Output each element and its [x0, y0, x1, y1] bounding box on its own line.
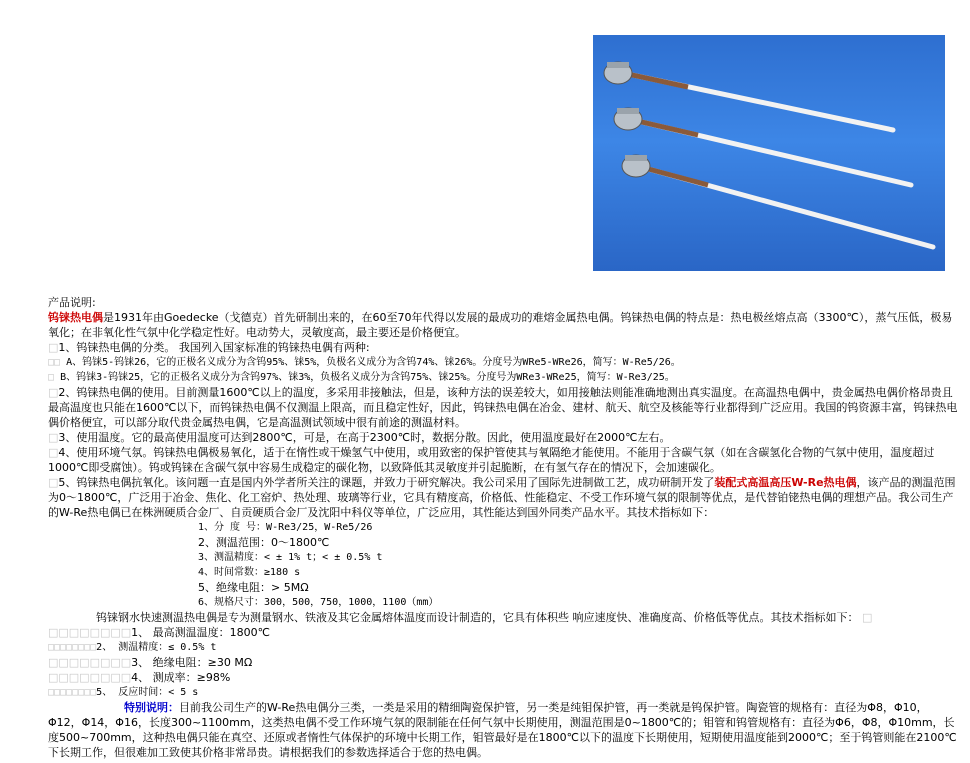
- spec-item: 3、测温精度：< ± 1% t；< ± 0.5% t: [198, 552, 383, 563]
- product-term: 钨铼热电偶: [48, 311, 103, 324]
- spec-item: 5、绝缘电阻：> 5MΩ: [198, 581, 309, 594]
- placeholder-glyph: □: [48, 476, 59, 489]
- steel-spec-item: □□□□□□□□3、 绝缘电阻：≥30 MΩ: [48, 656, 253, 669]
- placeholder-glyph: □: [48, 431, 59, 444]
- atmosphere-text: 4、使用环境气氛。钨铼热电偶极易氧化，适于在惰性或干燥氢气中使用，或用致密的保护管使其与氧隔绝才能使用。不能用于含碳气氛（如在含碳氢化合物的气氛中使用，温度超过1000℃即受腐蚀）。钨或钨铼在含碳气氛中容易生成稳定的碳化物，以致降低其灵敏度并引起脆断，在有氢气存在的情况下，会加速碳化。: [48, 446, 935, 474]
- oxidation-text-cont: ，该产品的测温范围为0～1800℃，广泛用于冶金、焦化、化工窑炉、热处理、玻璃等行业，它具有精度高，价格低、性能稳定、不受工作环境气氛的限制等优点，是代替铂铑热电偶的理想产品。我公司生产的W-Re热电偶已在株洲硬质合金厂、自贡硬质合金厂及沈阳中科仪等单位，广泛应用，其性能达到国外同类产品水平。其技术指标如下：: [48, 476, 956, 519]
- spec-item: 6、规格尺寸：300，500，750，1000，1100（mm）: [198, 597, 439, 608]
- intro-paragraph: [48, 310, 958, 340]
- type-b-text: B、钨铼3-钨铼25，它的正极名义成分为含钨97%、铼3%，负极名义成分为含钨75%、铼25%。分度号为WRe3-WRe25，简写：W-Re3/25。: [60, 372, 675, 383]
- steel-spec-item: □□□□□□□□2、 测温精度：≤ 0.5% t: [48, 642, 217, 653]
- steel-intro: [48, 610, 958, 625]
- placeholder-glyph: □: [48, 341, 59, 354]
- classification-text: 1、钨铼热电偶的分类。 我国列入国家标准的钨铼热电偶有两种:: [58, 341, 370, 354]
- usage-text: 2、钨铼热电偶的使用。目前测量1600℃以上的温度，多采用非接触法，但是，该种方法的误差较大，如用接触法则能准确地测出真实温度。在高温热电偶中，贵金属热电偶价格昂贵且最高温度也只能在1600℃以下，而钨铼热电偶不仅测温上限高，而且稳定性好，因此，钨铼热电偶在冶金、建材、航天、航空及核能等行业都得到广泛应用。我国的钨资源丰富，钨铼热电偶价格便宜，可以部分取代贵金属热电偶，它是高温测试领域中很有前途的测温材料。: [48, 386, 958, 429]
- thermocouple-photo: [593, 35, 945, 271]
- spec-list: [48, 520, 958, 610]
- spec-item: 1、分 度 号：W-Re3/25，W-Re5/26: [198, 522, 373, 533]
- steel-spec-item: □□□□□□□□1、 最高测温温度：1800℃: [48, 626, 270, 639]
- temperature-text: 3、使用温度。它的最高使用温度可达到2800℃，可是，在高于2300℃时，数据分散。因此，使用温度最好在2000℃左右。: [58, 431, 671, 444]
- atmosphere-paragraph: [48, 445, 958, 475]
- product-highlight: 装配式高温高压W-Re热电偶: [714, 476, 857, 489]
- steel-spec-item: □□□□□□□□4、 测成率：≥98%: [48, 671, 231, 684]
- section-heading: 产品说明:: [48, 296, 96, 309]
- placeholder-glyph: □: [862, 611, 873, 624]
- classification-heading: [48, 340, 958, 355]
- placeholder-glyph: □: [54, 357, 61, 368]
- placeholder-glyph: □: [48, 386, 59, 399]
- thermocouple-illustration: [593, 35, 945, 271]
- special-note: [48, 700, 958, 760]
- type-a-text: A、钨铼5-钨铼26，它的正极名义成分为含钨95%、铼5%，负极名义成分为含钨74%、铼26%。分度号为WRe5-WRe26，简写：W-Re5/26。: [66, 357, 681, 368]
- intro-text: 是1931年由Goedecke（戈德克）首先研制出来的，在60至70年代得以发展的最成功的难熔金属热电偶。钨铼热电偶的特点是：热电极丝熔点高（3300℃），蒸气压低，极易氧化；在非氧化性气氛中化学稳定性好。电动势大，灵敏度高，最主要还是价格便宜。: [48, 311, 953, 339]
- steel-intro-text: 钨铼钢水快速测温热电偶是专为测量钢水、铁液及其它金属熔体温度而设计制造的，它具有体积些 响应速度快、准确度高、价格低等优点。其技术指标如下：: [96, 611, 859, 624]
- note-label: 特别说明：: [124, 701, 179, 714]
- oxidation-text: 5、钨铼热电偶抗氧化。该问题一直是国内外学者所关注的课题，并致力于研究解决。我公司采用了国际先进制做工艺，成功研制开发了: [58, 476, 715, 489]
- product-description: [48, 295, 958, 760]
- placeholder-glyph: □: [48, 446, 59, 459]
- steel-spec-list: [48, 625, 958, 700]
- placeholder-glyph: □: [48, 372, 55, 383]
- type-a: [48, 355, 958, 370]
- thermocouple-probe-3: [622, 155, 933, 247]
- usage-paragraph: [48, 385, 958, 430]
- temperature-paragraph: [48, 430, 958, 445]
- thermocouple-probe-1: [604, 62, 893, 130]
- type-b: [48, 370, 958, 385]
- spec-item: 2、测温范围：0～1800℃: [198, 536, 330, 549]
- oxidation-paragraph: [48, 475, 958, 520]
- steel-spec-item: □□□□□□□□5、 反应时间：< 5 s: [48, 687, 199, 698]
- spec-item: 4、时间常数：≥180 s: [198, 567, 301, 578]
- note-text: 目前我公司生产的W-Re热电偶分三类，一类是采用的精细陶瓷保护管，另一类是纯钼保护管，再一类就是钨保护管。陶瓷管的规格有：直径为Φ8，Φ10，Φ12，Φ14，Φ16，长度300~1100mm，这类热电偶不受工作环境气氛的限制能在任何气氛中长期使用，测温范围是0~1800℃的；钼管和钨管规格有：直径为Φ6，Φ8，Φ10mm，长度500~700mm，这种热电偶只能在真空、还原或者惰性气体保护的环境中长期工作，钼管最好是在1800℃以下的温度下长期使用，短期使用温度能到2000℃；至于钨管则能在2100℃下长期工作，但很难加工致使其价格非常昂贵。请根据我们的参数选择适合于您的热电偶。: [48, 701, 957, 759]
- placeholder-glyph: □: [48, 357, 55, 368]
